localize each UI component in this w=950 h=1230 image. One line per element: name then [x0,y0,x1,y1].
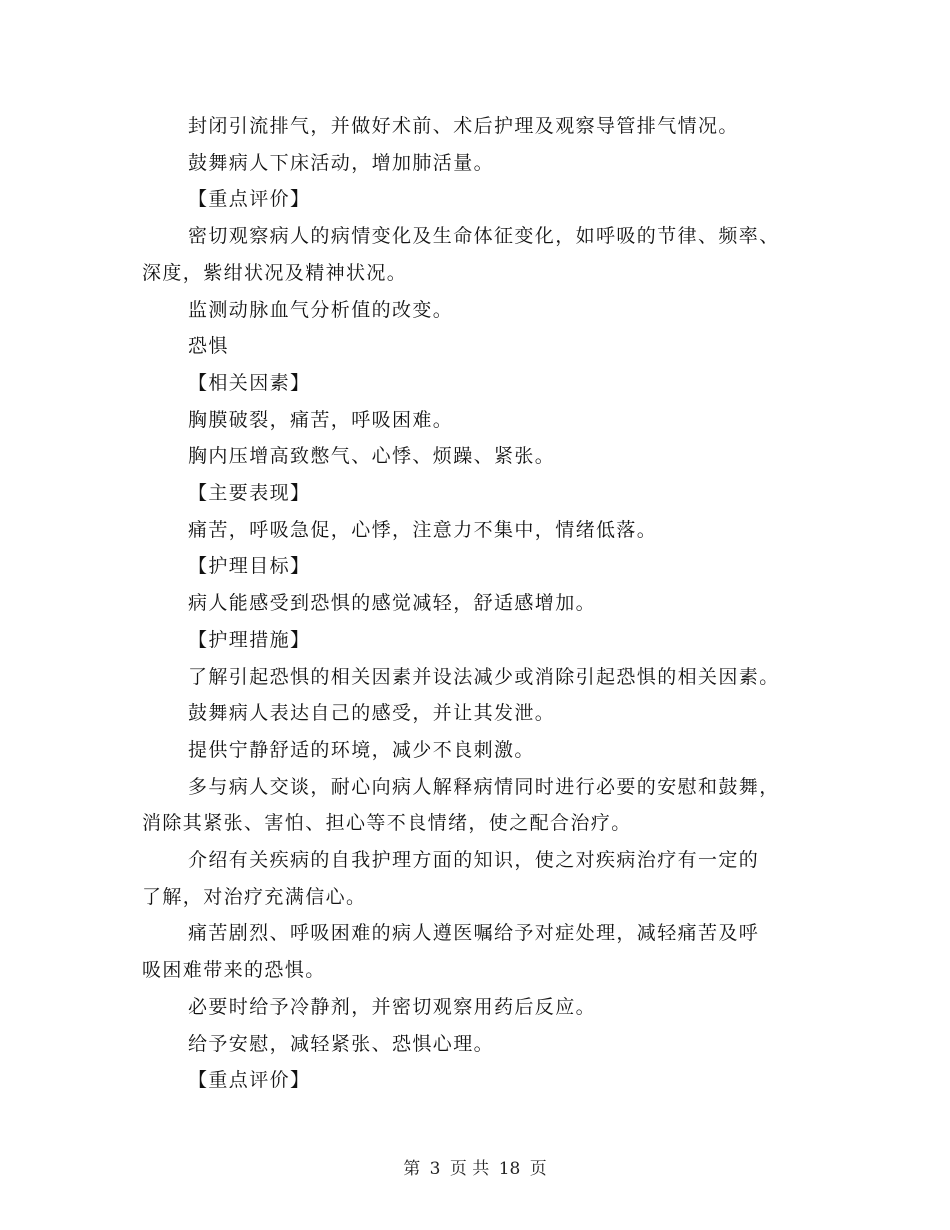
footer-total-pages: 18 [498,1159,521,1179]
paragraph-line: 痛苦剧烈、呼吸困难的病人遵医嘱给予对症处理，减轻痛苦及呼 [188,922,760,945]
paragraph-line: 深度，紫绀状况及精神状况。 [142,261,408,284]
paragraph: 必要时给予冷静剂，并密切观察用药后反应。 [188,995,597,1018]
paragraph: 鼓舞病人表达自己的感受，并让其发泄。 [188,702,556,725]
subsection-title: 恐惧 [188,335,229,358]
paragraph-line: 消除其紧张、害怕、担心等不良情绪，使之配合治疗。 [142,812,632,835]
section-heading: 【护理目标】 [188,555,311,578]
footer-current-page: 3 [429,1159,441,1179]
section-heading: 【相关因素】 [188,371,311,394]
paragraph: 提供宁静舒适的环境，减少不良刺激。 [188,738,535,761]
section-heading: 【护理措施】 [188,628,311,651]
paragraph: 了解引起恐惧的相关因素并设法减少或消除引起恐惧的相关因素。 [188,665,780,688]
page-footer [0,1154,950,1179]
section-heading: 【主要表现】 [188,482,311,505]
paragraph-line: 介绍有关疾病的自我护理方面的知识，使之对疾病治疗有一定的 [188,849,760,872]
paragraph-line: 了解，对治疗充满信心。 [142,885,367,908]
paragraph: 鼓舞病人下床活动，增加肺活量。 [188,151,495,174]
paragraph: 痛苦，呼吸急促，心悸，注意力不集中，情绪低落。 [188,518,658,541]
footer-prefix: 第 [403,1159,421,1179]
paragraph: 封闭引流排气，并做好术前、术后护理及观察导管排气情况。 [188,115,739,137]
paragraph: 病人能感受到恐惧的感觉减轻，舒适感增加。 [188,592,597,615]
document-body [142,108,822,1099]
section-heading: 【重点评价】 [188,188,311,211]
paragraph-line: 密切观察病人的病情变化及生命体征变化，如呼吸的节律、频率、 [188,225,780,248]
footer-suffix: 页 [529,1159,547,1179]
paragraph-line: 多与病人交谈，耐心向病人解释病情同时进行必要的安慰和鼓舞， [188,775,780,798]
paragraph-line: 吸困难带来的恐惧。 [142,959,326,982]
section-heading: 【重点评价】 [188,1069,311,1092]
paragraph: 胸内压增高致憋气、心悸、烦躁、紧张。 [188,445,556,468]
paragraph: 监测动脉血气分析值的改变。 [188,298,454,321]
paragraph: 胸膜破裂，痛苦，呼吸困难。 [188,408,454,431]
paragraph: 给予安慰，减轻紧张、恐惧心理。 [188,1032,495,1055]
footer-middle: 页 共 [449,1159,490,1179]
